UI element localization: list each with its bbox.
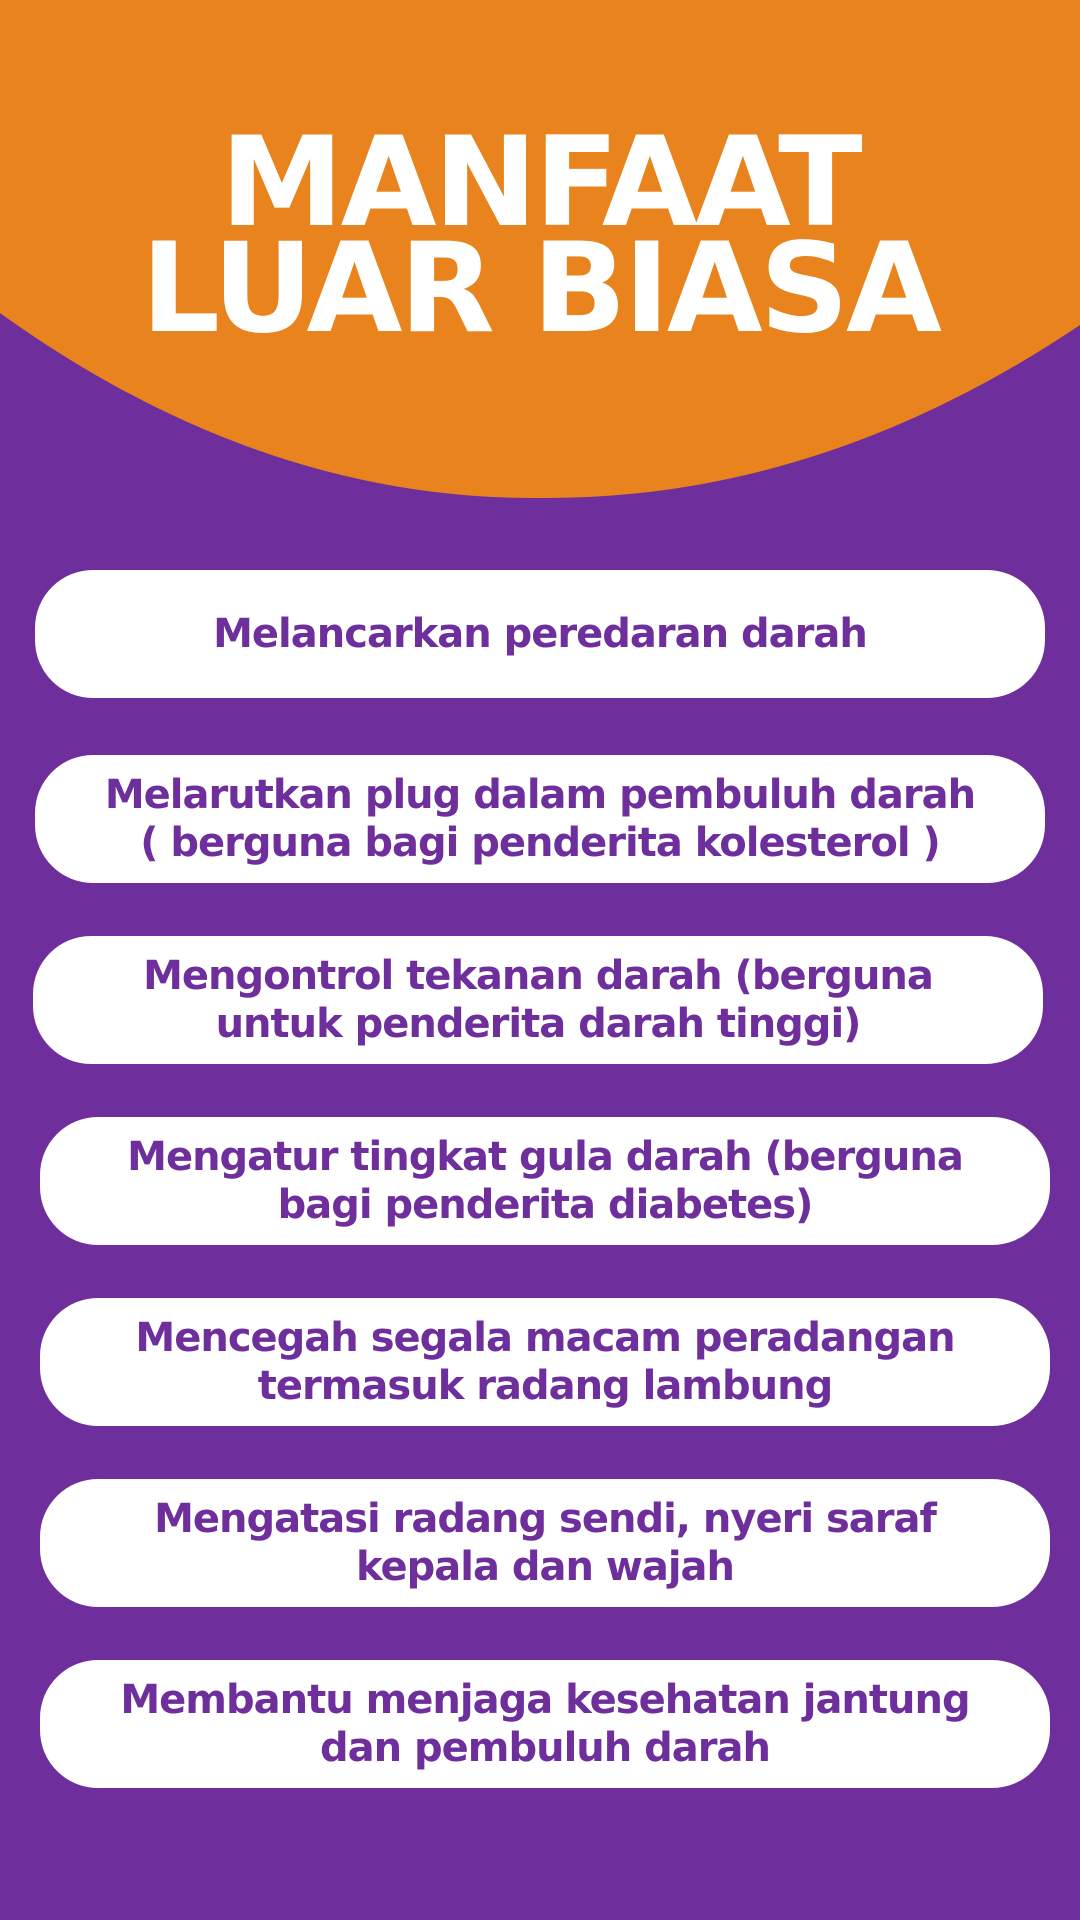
benefit-card-6	[40, 1479, 1050, 1607]
benefit-card-5	[40, 1298, 1050, 1426]
benefit-card-1	[35, 570, 1045, 698]
benefit-text-2: Melarutkan plug dalam pembuluh darah ( berguna bagi penderita kolesterol )	[104, 772, 976, 866]
benefit-text-4: Mengatur tingkat gula darah (berguna bagi penderita diabetes)	[127, 1134, 963, 1228]
benefit-text-6: Mengatasi radang sendi, nyeri saraf kepala dan wajah	[154, 1496, 936, 1590]
benefit-text-5: Mencegah segala macam peradangan termasuk radang lambung	[135, 1315, 955, 1409]
benefit-card-2	[35, 755, 1045, 883]
benefit-text-3: Mengontrol tekanan darah (berguna untuk penderita darah tinggi)	[143, 953, 933, 1047]
benefit-text-1: Melancarkan peredaran darah	[213, 611, 867, 657]
title-line-1: MANFAAT	[220, 111, 860, 255]
benefit-card-3	[33, 936, 1043, 1064]
benefit-text-7: Membantu menjaga kesehatan jantung dan pembuluh darah	[120, 1677, 970, 1771]
benefit-card-7	[40, 1660, 1050, 1788]
title-line-2: LUAR BIASA	[141, 217, 939, 361]
benefit-card-4	[40, 1117, 1050, 1245]
